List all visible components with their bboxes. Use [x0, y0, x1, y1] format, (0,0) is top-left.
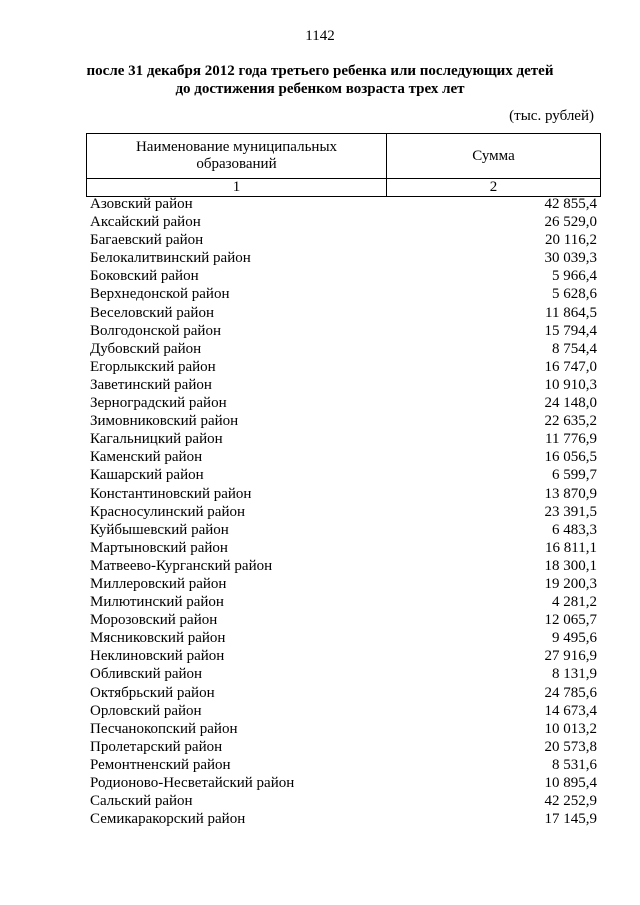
- table-row: [90, 466, 597, 484]
- row-name: Веселовский район: [90, 304, 214, 321]
- table-row: [90, 738, 597, 756]
- row-name: Багаевский район: [90, 232, 204, 249]
- row-value: 16 056,5: [544, 449, 597, 466]
- table-row: [90, 593, 597, 611]
- table-header: [86, 133, 601, 197]
- table-row: [90, 430, 597, 448]
- table-row: [90, 231, 597, 249]
- row-value: 8 531,6: [552, 756, 597, 773]
- table-row: [90, 340, 597, 358]
- column-header-sum: Сумма: [387, 134, 601, 179]
- row-value: 5 628,6: [552, 286, 597, 303]
- row-value: 6 483,3: [552, 521, 597, 538]
- row-name: Родионово-Несветайский район: [90, 775, 295, 791]
- row-value: 20 116,2: [545, 232, 597, 249]
- table-row: [90, 665, 597, 683]
- row-name: Октябрьский район: [90, 684, 215, 701]
- table-row: [90, 485, 597, 503]
- table-row: [90, 647, 597, 665]
- row-name: Орловский район: [90, 702, 202, 719]
- row-value: 17 145,9: [544, 811, 597, 828]
- column-number-2: 2: [387, 179, 601, 197]
- row-value: 15 794,4: [544, 322, 597, 339]
- table-row: [90, 358, 597, 376]
- table-row: [90, 792, 597, 810]
- row-name: Аксайский район: [90, 214, 201, 231]
- row-name: Милютинский район: [90, 594, 224, 611]
- table-row: [90, 575, 597, 593]
- row-name: Куйбышевский район: [90, 521, 229, 538]
- row-value: 8 131,9: [552, 666, 597, 683]
- row-name: Азовский район: [90, 196, 193, 212]
- row-value: 12 065,7: [544, 612, 597, 629]
- row-value: 10 013,2: [544, 720, 597, 737]
- row-value: 42 855,4: [544, 196, 597, 212]
- row-value: 23 391,5: [544, 503, 597, 520]
- table-row: [90, 774, 597, 792]
- table-row: [90, 213, 597, 231]
- table-row: [90, 322, 597, 340]
- row-value: 5 966,4: [552, 268, 597, 285]
- row-value: 10 910,3: [544, 376, 597, 393]
- title-line-2: до достижения ребенком возраста трех лет: [175, 81, 465, 97]
- table-row: [90, 448, 597, 466]
- row-name: Миллеровский район: [90, 575, 227, 592]
- row-value: 30 039,3: [544, 250, 597, 267]
- table-body: [90, 195, 597, 828]
- row-name: Обливский район: [90, 666, 203, 683]
- table-row: [90, 267, 597, 285]
- row-value: 6 599,7: [552, 467, 597, 484]
- row-name: Ремонтненский район: [90, 756, 231, 773]
- row-name: Зимовниковский район: [90, 413, 239, 430]
- row-value: 11 864,5: [545, 304, 597, 321]
- table-row: [90, 521, 597, 539]
- table-row: [90, 756, 597, 774]
- table-row: [90, 539, 597, 557]
- row-name: Константиновский район: [90, 485, 252, 502]
- table-row: [90, 702, 597, 720]
- table-row: [90, 557, 597, 575]
- row-name: Пролетарский район: [90, 738, 223, 755]
- row-name: Дубовский район: [90, 340, 202, 357]
- table-row: [90, 720, 597, 738]
- unit-label: (тыс. рублей): [509, 108, 594, 124]
- row-name: Верхнедонской район: [90, 286, 230, 303]
- table-row: [90, 684, 597, 702]
- row-value: 24 785,6: [544, 684, 597, 701]
- row-value: 8 754,4: [552, 340, 597, 357]
- table-row: [90, 376, 597, 394]
- row-name: Зерноградский район: [90, 395, 227, 412]
- row-value: 10 895,4: [544, 775, 597, 791]
- row-name: Семикаракорский район: [90, 811, 246, 828]
- table-row: [90, 629, 597, 647]
- row-name: Каменский район: [90, 449, 203, 466]
- row-value: 22 635,2: [544, 413, 597, 430]
- table-row: [90, 412, 597, 430]
- page-number: 1142: [305, 28, 335, 44]
- row-value: 19 200,3: [544, 575, 597, 592]
- table-row: [90, 394, 597, 412]
- row-name: Боковский район: [90, 268, 199, 285]
- row-value: 14 673,4: [544, 702, 597, 719]
- row-name: Мартыновский район: [90, 539, 228, 556]
- row-value: 24 148,0: [544, 395, 597, 412]
- table-row: [90, 195, 597, 213]
- row-value: 16 747,0: [544, 358, 597, 375]
- table-row: [90, 285, 597, 303]
- row-name: Егорлыкский район: [90, 358, 216, 375]
- row-value: 20 573,8: [544, 738, 597, 755]
- row-value: 27 916,9: [544, 648, 597, 665]
- row-name: Белокалитвинский район: [90, 250, 251, 267]
- row-name: Морозовский район: [90, 612, 218, 629]
- table-row: [90, 611, 597, 629]
- table-row: [90, 304, 597, 322]
- row-name: Кашарский район: [90, 467, 204, 484]
- row-name: Кагальницкий район: [90, 431, 223, 448]
- row-name: Красносулинский район: [90, 503, 246, 520]
- table-row: [90, 810, 597, 828]
- column-header-name: Наименование муниципальных образований: [87, 134, 387, 179]
- row-name: Мясниковский район: [90, 630, 226, 647]
- row-name: Волгодонской район: [90, 322, 221, 339]
- row-value: 11 776,9: [545, 431, 597, 448]
- table-row: [90, 249, 597, 267]
- row-name: Заветинский район: [90, 376, 212, 393]
- document-title: [60, 62, 580, 98]
- row-value: 26 529,0: [544, 214, 597, 231]
- column-number-1: 1: [87, 179, 387, 197]
- row-value: 4 281,2: [552, 594, 597, 611]
- row-value: 13 870,9: [544, 485, 597, 502]
- row-value: 16 811,1: [545, 539, 597, 556]
- row-name: Матвеево-Курганский район: [90, 557, 273, 574]
- row-name: Песчанокопский район: [90, 720, 238, 737]
- title-line-1: после 31 декабря 2012 года третьего ребенка или последующих детей: [86, 63, 554, 79]
- row-value: 9 495,6: [552, 630, 597, 647]
- row-name: Сальский район: [90, 793, 193, 810]
- row-value: 42 252,9: [544, 793, 597, 810]
- row-value: 18 300,1: [544, 557, 597, 574]
- table-row: [90, 503, 597, 521]
- row-name: Неклиновский район: [90, 648, 225, 665]
